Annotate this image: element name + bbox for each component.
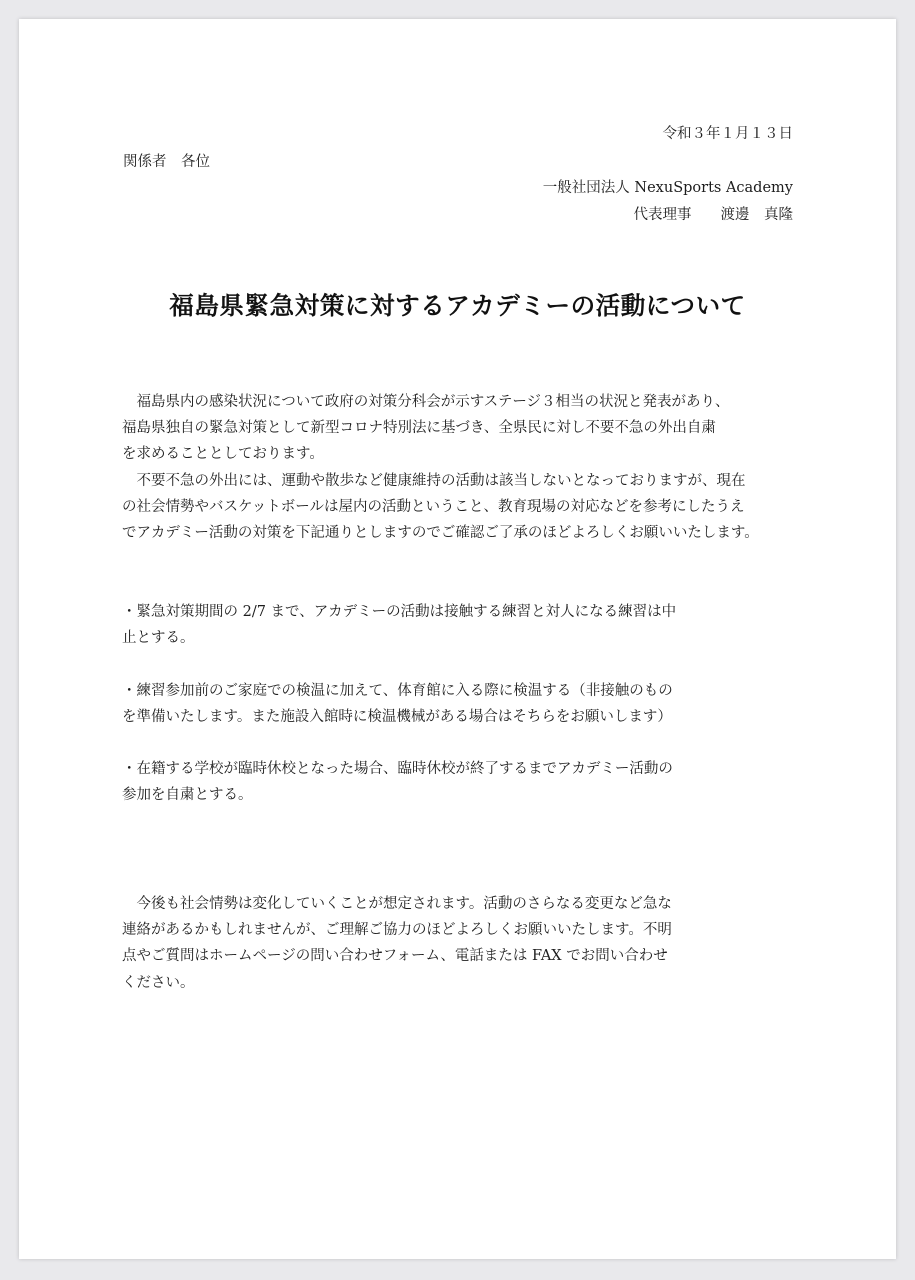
closing-line: 連絡があるかもしれませんが、ご理解ご協力のほどよろしくお願いいたします。不明: [122, 922, 672, 939]
intro-line: 不要不急の外出には、運動や散歩など健康維持の活動は該当しないとなっておりますが、現在: [122, 472, 746, 489]
intro-paragraph: [122, 389, 759, 546]
closing-line: 点やご質問はホームページの問い合わせフォーム、電話または FAX でお問い合わせ: [122, 948, 668, 965]
bullet-item: [122, 756, 676, 808]
intro-line: でアカデミー活動の対策を下記通りとしますのでご確認ご了承のほどよろしくお願いいたします。: [122, 525, 759, 542]
bullet-list: [122, 599, 676, 809]
bullet-line: ・練習参加前のご家庭での検温に加えて、体育館に入る際に検温する（非接触のもの: [122, 682, 673, 699]
bullet-line: 止とする。: [122, 630, 195, 647]
bullet-item: [122, 599, 676, 651]
organization-name: 一般社団法人 NexuSports Academy: [542, 180, 793, 196]
intro-line: を求めることとしております。: [122, 446, 324, 463]
closing-line: 今後も社会情勢は変化していくことが想定されます。活動のさらなる変更など急な: [122, 896, 672, 912]
representative-name: 代表理事 渡邊 真隆: [633, 207, 793, 223]
bullet-item: [122, 678, 676, 730]
intro-line: 福島県独自の緊急対策として新型コロナ特別法に基づき、全県民に対し不要不急の外出自粛: [122, 420, 716, 437]
closing-line: ください。: [122, 974, 195, 991]
bullet-line: ・在籍する学校が臨時休校となった場合、臨時休校が終了するまでアカデミー活動の: [122, 761, 673, 778]
intro-line: の社会情勢やバスケットボールは屋内の活動ということ、教育現場の対応などを参考にしたうえ: [122, 498, 745, 515]
intro-line: 福島県内の感染状況について政府の対策分科会が示すステージ３相当の状況と発表があり、: [122, 394, 730, 410]
bullet-line: ・緊急対策期間の 2/7 まで、アカデミーの活動は接触する練習と対人になる練習は中: [122, 604, 677, 620]
bullet-spacer: [122, 730, 676, 756]
recipient: 関係者 各位: [123, 154, 210, 170]
closing-paragraph: [122, 891, 672, 996]
document-date: 令和３年１月１３日: [662, 126, 793, 142]
bullet-line: を準備いたします。また施設入館時に検温機械がある場合はそちらをお願いします）: [122, 708, 672, 725]
document-title: 福島県緊急対策に対するアカデミーの活動について: [169, 291, 746, 320]
bullet-line: 参加を自粛とする。: [122, 787, 253, 804]
document-page: [19, 19, 896, 1259]
bullet-spacer: [122, 651, 676, 677]
